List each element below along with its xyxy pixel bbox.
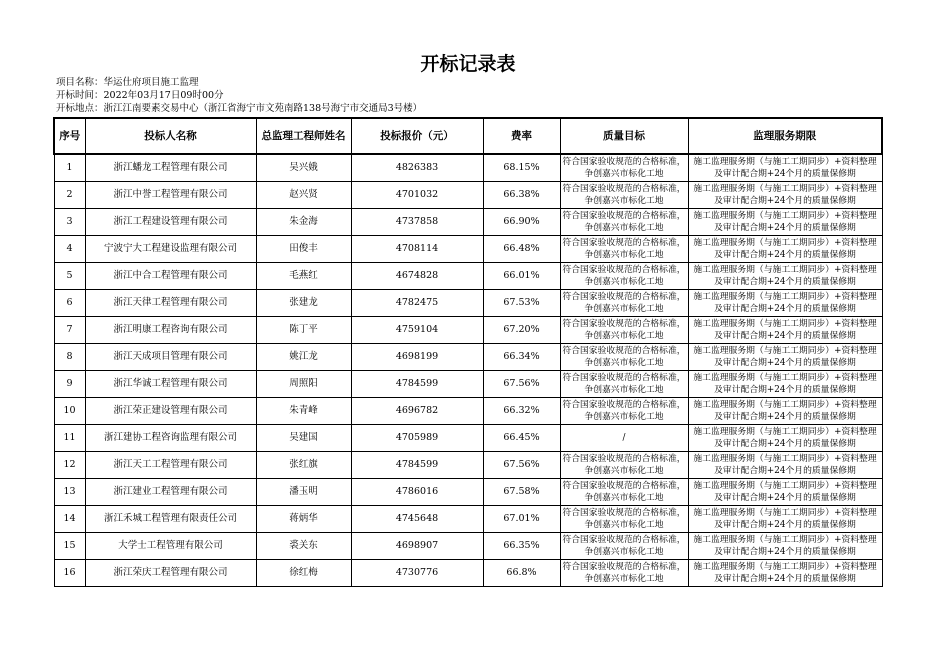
- bid-opening-time: 开标时间：2022年03月17日09时00分: [56, 90, 224, 101]
- chief-engineer: 吴兴娥: [256, 154, 351, 182]
- quality-target: 符合国家验收规范的合格标准，争创嘉兴市标化工地: [560, 317, 688, 344]
- fee-rate: 68.15%: [483, 154, 560, 182]
- table-row: [54, 425, 882, 452]
- bid-price: 4701032: [351, 182, 483, 209]
- service-period: 施工监理服务期（与施工工期同步）+资料整理及审计配合期+24个月的质量保修期: [688, 398, 882, 425]
- fee-rate: 67.58%: [483, 479, 560, 506]
- service-period: 施工监理服务期（与施工工期同步）+资料整理及审计配合期+24个月的质量保修期: [688, 317, 882, 344]
- bidder-name: 浙江中合工程管理有限公司: [85, 263, 256, 290]
- row-number: 12: [54, 452, 85, 479]
- chief-engineer: 吴建国: [256, 425, 351, 452]
- service-period: 施工监理服务期（与施工工期同步）+资料整理及审计配合期+24个月的质量保修期: [688, 182, 882, 209]
- row-number: 4: [54, 236, 85, 263]
- bidder-name: 浙江明康工程咨询有限公司: [85, 317, 256, 344]
- table-row: [54, 506, 882, 533]
- service-period: 施工监理服务期（与施工工期同步）+资料整理及审计配合期+24个月的质量保修期: [688, 209, 882, 236]
- bid-price: 4784599: [351, 371, 483, 398]
- header-no: 序号: [54, 118, 85, 154]
- quality-target: 符合国家验收规范的合格标准，争创嘉兴市标化工地: [560, 371, 688, 398]
- bid-price: 4759104: [351, 317, 483, 344]
- bidder-name: 浙江荣庆工程管理有限公司: [85, 560, 256, 587]
- table-row: [54, 263, 882, 290]
- service-period: 施工监理服务期（与施工工期同步）+资料整理及审计配合期+24个月的质量保修期: [688, 479, 882, 506]
- chief-engineer: 潘玉明: [256, 479, 351, 506]
- quality-target: 符合国家验收规范的合格标准，争创嘉兴市标化工地: [560, 452, 688, 479]
- row-number: 11: [54, 425, 85, 452]
- chief-engineer: 田俊丰: [256, 236, 351, 263]
- bid-price: 4786016: [351, 479, 483, 506]
- chief-engineer: 毛燕红: [256, 263, 351, 290]
- quality-target: 符合国家验收规范的合格标准，争创嘉兴市标化工地: [560, 533, 688, 560]
- row-number: 3: [54, 209, 85, 236]
- chief-engineer: 徐红梅: [256, 560, 351, 587]
- chief-engineer: 周照阳: [256, 371, 351, 398]
- quality-target: 符合国家验收规范的合格标准，争创嘉兴市标化工地: [560, 479, 688, 506]
- service-period: 施工监理服务期（与施工工期同步）+资料整理及审计配合期+24个月的质量保修期: [688, 290, 882, 317]
- bid-price: 4705989: [351, 425, 483, 452]
- table-row: [54, 317, 882, 344]
- header-period: 监理服务期限: [688, 118, 882, 154]
- quality-target: /: [560, 425, 688, 452]
- row-number: 9: [54, 371, 85, 398]
- header-quality: 质量目标: [560, 118, 688, 154]
- fee-rate: 66.8%: [483, 560, 560, 587]
- bid-price: 4698199: [351, 344, 483, 371]
- service-period: 施工监理服务期（与施工工期同步）+资料整理及审计配合期+24个月的质量保修期: [688, 371, 882, 398]
- header-price: 投标报价（元）: [351, 118, 483, 154]
- bidder-name: 浙江建协工程咨询监理有限公司: [85, 425, 256, 452]
- bid-price: 4826383: [351, 154, 483, 182]
- service-period: 施工监理服务期（与施工工期同步）+资料整理及审计配合期+24个月的质量保修期: [688, 425, 882, 452]
- fee-rate: 67.01%: [483, 506, 560, 533]
- service-period: 施工监理服务期（与施工工期同步）+资料整理及审计配合期+24个月的质量保修期: [688, 506, 882, 533]
- fee-rate: 66.45%: [483, 425, 560, 452]
- chief-engineer: 朱金海: [256, 209, 351, 236]
- row-number: 7: [54, 317, 85, 344]
- quality-target: 符合国家验收规范的合格标准，争创嘉兴市标化工地: [560, 398, 688, 425]
- table-row: [54, 154, 882, 182]
- service-period: 施工监理服务期（与施工工期同步）+资料整理及审计配合期+24个月的质量保修期: [688, 533, 882, 560]
- quality-target: 符合国家验收规范的合格标准，争创嘉兴市标化工地: [560, 263, 688, 290]
- chief-engineer: 朱青峰: [256, 398, 351, 425]
- row-number: 16: [54, 560, 85, 587]
- row-number: 1: [54, 154, 85, 182]
- row-number: 15: [54, 533, 85, 560]
- bid-price: 4784599: [351, 452, 483, 479]
- bidder-name: 浙江中誉工程管理有限公司: [85, 182, 256, 209]
- quality-target: 符合国家验收规范的合格标准，争创嘉兴市标化工地: [560, 560, 688, 587]
- quality-target: 符合国家验收规范的合格标准，争创嘉兴市标化工地: [560, 209, 688, 236]
- bidder-name: 浙江天成项目管理有限公司: [85, 344, 256, 371]
- table-row: [54, 452, 882, 479]
- project-name: 项目名称：华运仕府项目施工监理: [56, 77, 199, 88]
- row-number: 13: [54, 479, 85, 506]
- chief-engineer: 张红旗: [256, 452, 351, 479]
- row-number: 8: [54, 344, 85, 371]
- row-number: 6: [54, 290, 85, 317]
- bid-price: 4782475: [351, 290, 483, 317]
- service-period: 施工监理服务期（与施工工期同步）+资料整理及审计配合期+24个月的质量保修期: [688, 452, 882, 479]
- fee-rate: 67.56%: [483, 452, 560, 479]
- chief-engineer: 陈丁平: [256, 317, 351, 344]
- header-rate: 费率: [483, 118, 560, 154]
- table-row: [54, 371, 882, 398]
- fee-rate: 67.56%: [483, 371, 560, 398]
- chief-engineer: 赵兴贤: [256, 182, 351, 209]
- table-row: [54, 236, 882, 263]
- table-row: [54, 182, 882, 209]
- table-row: [54, 479, 882, 506]
- fee-rate: 66.35%: [483, 533, 560, 560]
- table-row: [54, 290, 882, 317]
- table-row: [54, 560, 882, 587]
- bid-record-table: [53, 117, 883, 587]
- bid-price: 4674828: [351, 263, 483, 290]
- service-period: 施工监理服务期（与施工工期同步）+资料整理及审计配合期+24个月的质量保修期: [688, 263, 882, 290]
- fee-rate: 67.20%: [483, 317, 560, 344]
- fee-rate: 67.53%: [483, 290, 560, 317]
- service-period: 施工监理服务期（与施工工期同步）+资料整理及审计配合期+24个月的质量保修期: [688, 236, 882, 263]
- row-number: 10: [54, 398, 85, 425]
- chief-engineer: 裘关东: [256, 533, 351, 560]
- row-number: 14: [54, 506, 85, 533]
- bid-price: 4698907: [351, 533, 483, 560]
- chief-engineer: 张建龙: [256, 290, 351, 317]
- bidder-name: 宁波宁大工程建设监理有限公司: [85, 236, 256, 263]
- row-number: 2: [54, 182, 85, 209]
- bidder-name: 浙江建业工程管理有限公司: [85, 479, 256, 506]
- service-period: 施工监理服务期（与施工工期同步）+资料整理及审计配合期+24个月的质量保修期: [688, 560, 882, 587]
- bidder-name: 浙江华诚工程管理有限公司: [85, 371, 256, 398]
- bidder-name: 大学士工程管理有限公司: [85, 533, 256, 560]
- fee-rate: 66.34%: [483, 344, 560, 371]
- chief-engineer: 蒋炳华: [256, 506, 351, 533]
- fee-rate: 66.38%: [483, 182, 560, 209]
- service-period: 施工监理服务期（与施工工期同步）+资料整理及审计配合期+24个月的质量保修期: [688, 154, 882, 182]
- bid-price: 4708114: [351, 236, 483, 263]
- bidder-name: 浙江天工工程管理有限公司: [85, 452, 256, 479]
- service-period: 施工监理服务期（与施工工期同步）+资料整理及审计配合期+24个月的质量保修期: [688, 344, 882, 371]
- header-engineer: 总监理工程师姓名: [256, 118, 351, 154]
- document-title: 开标记录表: [420, 53, 516, 75]
- bidder-name: 浙江工程建设管理有限公司: [85, 209, 256, 236]
- bid-price: 4730776: [351, 560, 483, 587]
- quality-target: 符合国家验收规范的合格标准，争创嘉兴市标化工地: [560, 154, 688, 182]
- table-row: [54, 398, 882, 425]
- fee-rate: 66.32%: [483, 398, 560, 425]
- table-row: [54, 209, 882, 236]
- quality-target: 符合国家验收规范的合格标准，争创嘉兴市标化工地: [560, 236, 688, 263]
- quality-target: 符合国家验收规范的合格标准，争创嘉兴市标化工地: [560, 182, 688, 209]
- header-bidder: 投标人名称: [85, 118, 256, 154]
- chief-engineer: 姚江龙: [256, 344, 351, 371]
- quality-target: 符合国家验收规范的合格标准，争创嘉兴市标化工地: [560, 344, 688, 371]
- fee-rate: 66.90%: [483, 209, 560, 236]
- bidder-name: 浙江天律工程管理有限公司: [85, 290, 256, 317]
- fee-rate: 66.01%: [483, 263, 560, 290]
- table-row: [54, 533, 882, 560]
- bid-price: 4696782: [351, 398, 483, 425]
- bidder-name: 浙江蟠龙工程管理有限公司: [85, 154, 256, 182]
- quality-target: 符合国家验收规范的合格标准，争创嘉兴市标化工地: [560, 290, 688, 317]
- bidder-name: 浙江荣正建设管理有限公司: [85, 398, 256, 425]
- bid-price: 4745648: [351, 506, 483, 533]
- table-row: [54, 344, 882, 371]
- row-number: 5: [54, 263, 85, 290]
- bidder-name: 浙江禾城工程管理有限责任公司: [85, 506, 256, 533]
- table-header-row: [54, 118, 882, 154]
- fee-rate: 66.48%: [483, 236, 560, 263]
- quality-target: 符合国家验收规范的合格标准，争创嘉兴市标化工地: [560, 506, 688, 533]
- bid-price: 4737858: [351, 209, 483, 236]
- bid-opening-place: 开标地点：浙江江南要素交易中心（浙江省海宁市文苑南路138号海宁市交通局3号楼）: [56, 103, 423, 114]
